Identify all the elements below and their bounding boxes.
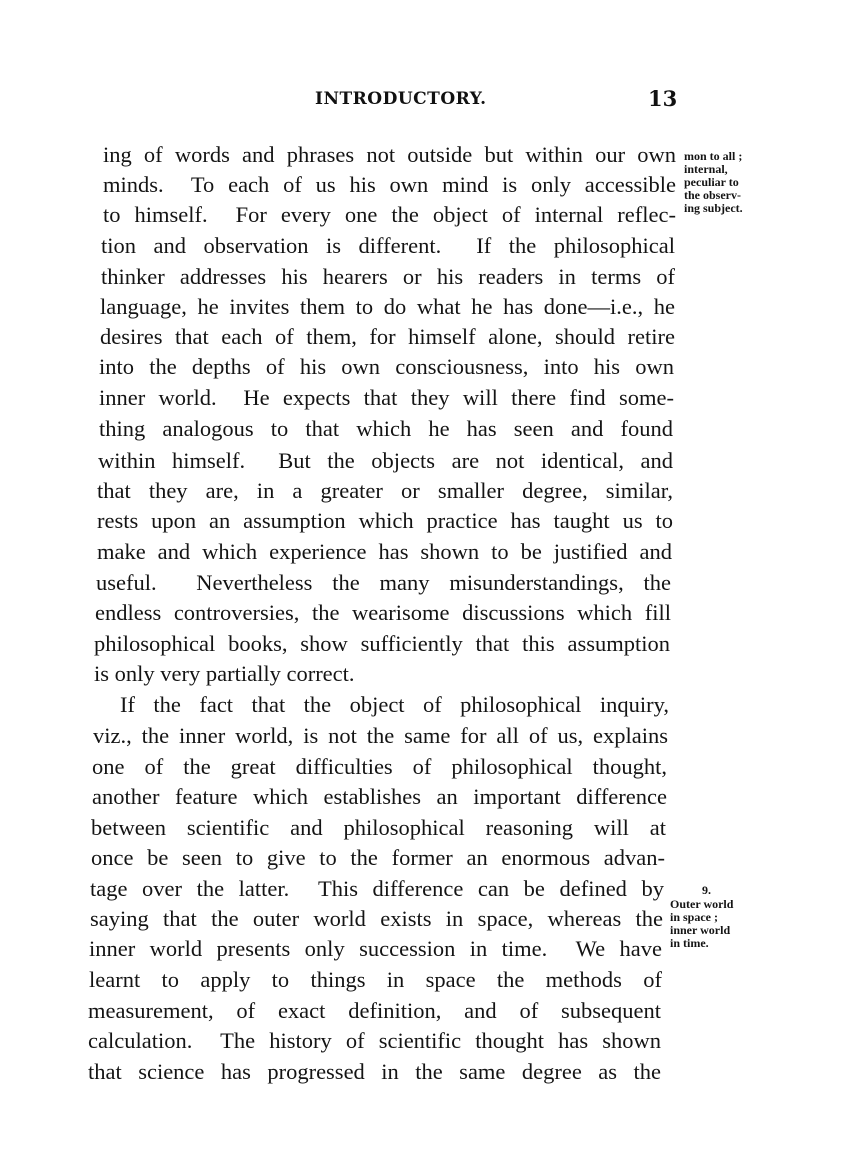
text-line: tion and observation is different. If the philosophical xyxy=(101,233,675,258)
text-line: make and which experience has shown to be justified and xyxy=(97,539,672,564)
text-line: inner world. He expects that they will there find some- xyxy=(99,385,674,410)
text-line: between scientific and philosophical reasoning will at xyxy=(91,815,666,840)
margin-note-line: Outer world xyxy=(670,897,734,911)
text-line: rests upon an assumption which practice has taught us to xyxy=(97,508,673,533)
text-line: thinker addresses his hearers or his readers in terms of xyxy=(101,264,675,289)
text-line: learnt to apply to things in space the methods of xyxy=(89,967,662,992)
text-line: viz., the inner world, is not the same for all of us, explains xyxy=(93,723,668,748)
margin-note-line: internal, xyxy=(684,162,728,176)
margin-note-line: mon to all ; xyxy=(684,149,743,163)
text-line: language, he invites them to do what he has done—i.e., he xyxy=(100,294,675,319)
text-line: inner world presents only succession in time. We have xyxy=(89,936,662,961)
text-line: that science has progressed in the same degree as the xyxy=(88,1059,661,1084)
text-line: tage over the latter. This difference can be defined by xyxy=(90,876,664,901)
text-line: within himself. But the objects are not identical, and xyxy=(98,448,673,473)
text-line: into the depths of his own consciousness, into his own xyxy=(99,354,674,379)
text-line: another feature which establishes an important difference xyxy=(92,784,667,809)
text-line: endless controversies, the wearisome discussions which fill xyxy=(95,600,671,625)
text-line: thing analogous to that which he has seen and found xyxy=(99,416,673,441)
text-line: that they are, in a greater or smaller degree, similar, xyxy=(97,478,673,503)
text-line: calculation. The history of scientific thought has shown xyxy=(88,1028,661,1053)
margin-note-line: peculiar to xyxy=(684,175,739,189)
margin-note-line: the observ- xyxy=(684,188,741,202)
section-number: 9. xyxy=(702,883,711,897)
margin-note-line: ing subject. xyxy=(684,201,743,215)
text-line: saying that the outer world exists in space, whereas the xyxy=(90,906,663,931)
text-line: one of the great difficulties of philosophical thought, xyxy=(92,754,667,779)
text-line: measurement, of exact definition, and of subsequent xyxy=(88,998,661,1023)
text-line: philosophical books, show sufficiently that this assumption xyxy=(94,631,670,656)
page-number: 13 xyxy=(648,86,678,111)
text-line: If the fact that the object of philosophical inquiry, xyxy=(120,692,669,717)
margin-note-line: in space ; xyxy=(670,910,718,924)
text-line: useful. Nevertheless the many misunderstandings, the xyxy=(96,570,671,595)
text-line: ing of words and phrases not outside but within our own xyxy=(103,142,676,167)
margin-note-line: in time. xyxy=(670,936,709,950)
text-line: is only very partially correct. xyxy=(94,661,355,686)
margin-note-line: inner world xyxy=(670,923,731,937)
text-line: desires that each of them, for himself alone, should retire xyxy=(100,324,675,349)
text-line: once be seen to give to the former an enormous advan- xyxy=(91,845,665,870)
text-line: minds. To each of us his own mind is only accessible xyxy=(103,172,676,197)
text-line: to himself. For every one the object of internal reflec- xyxy=(103,202,676,227)
running-title: INTRODUCTORY. xyxy=(315,89,487,109)
